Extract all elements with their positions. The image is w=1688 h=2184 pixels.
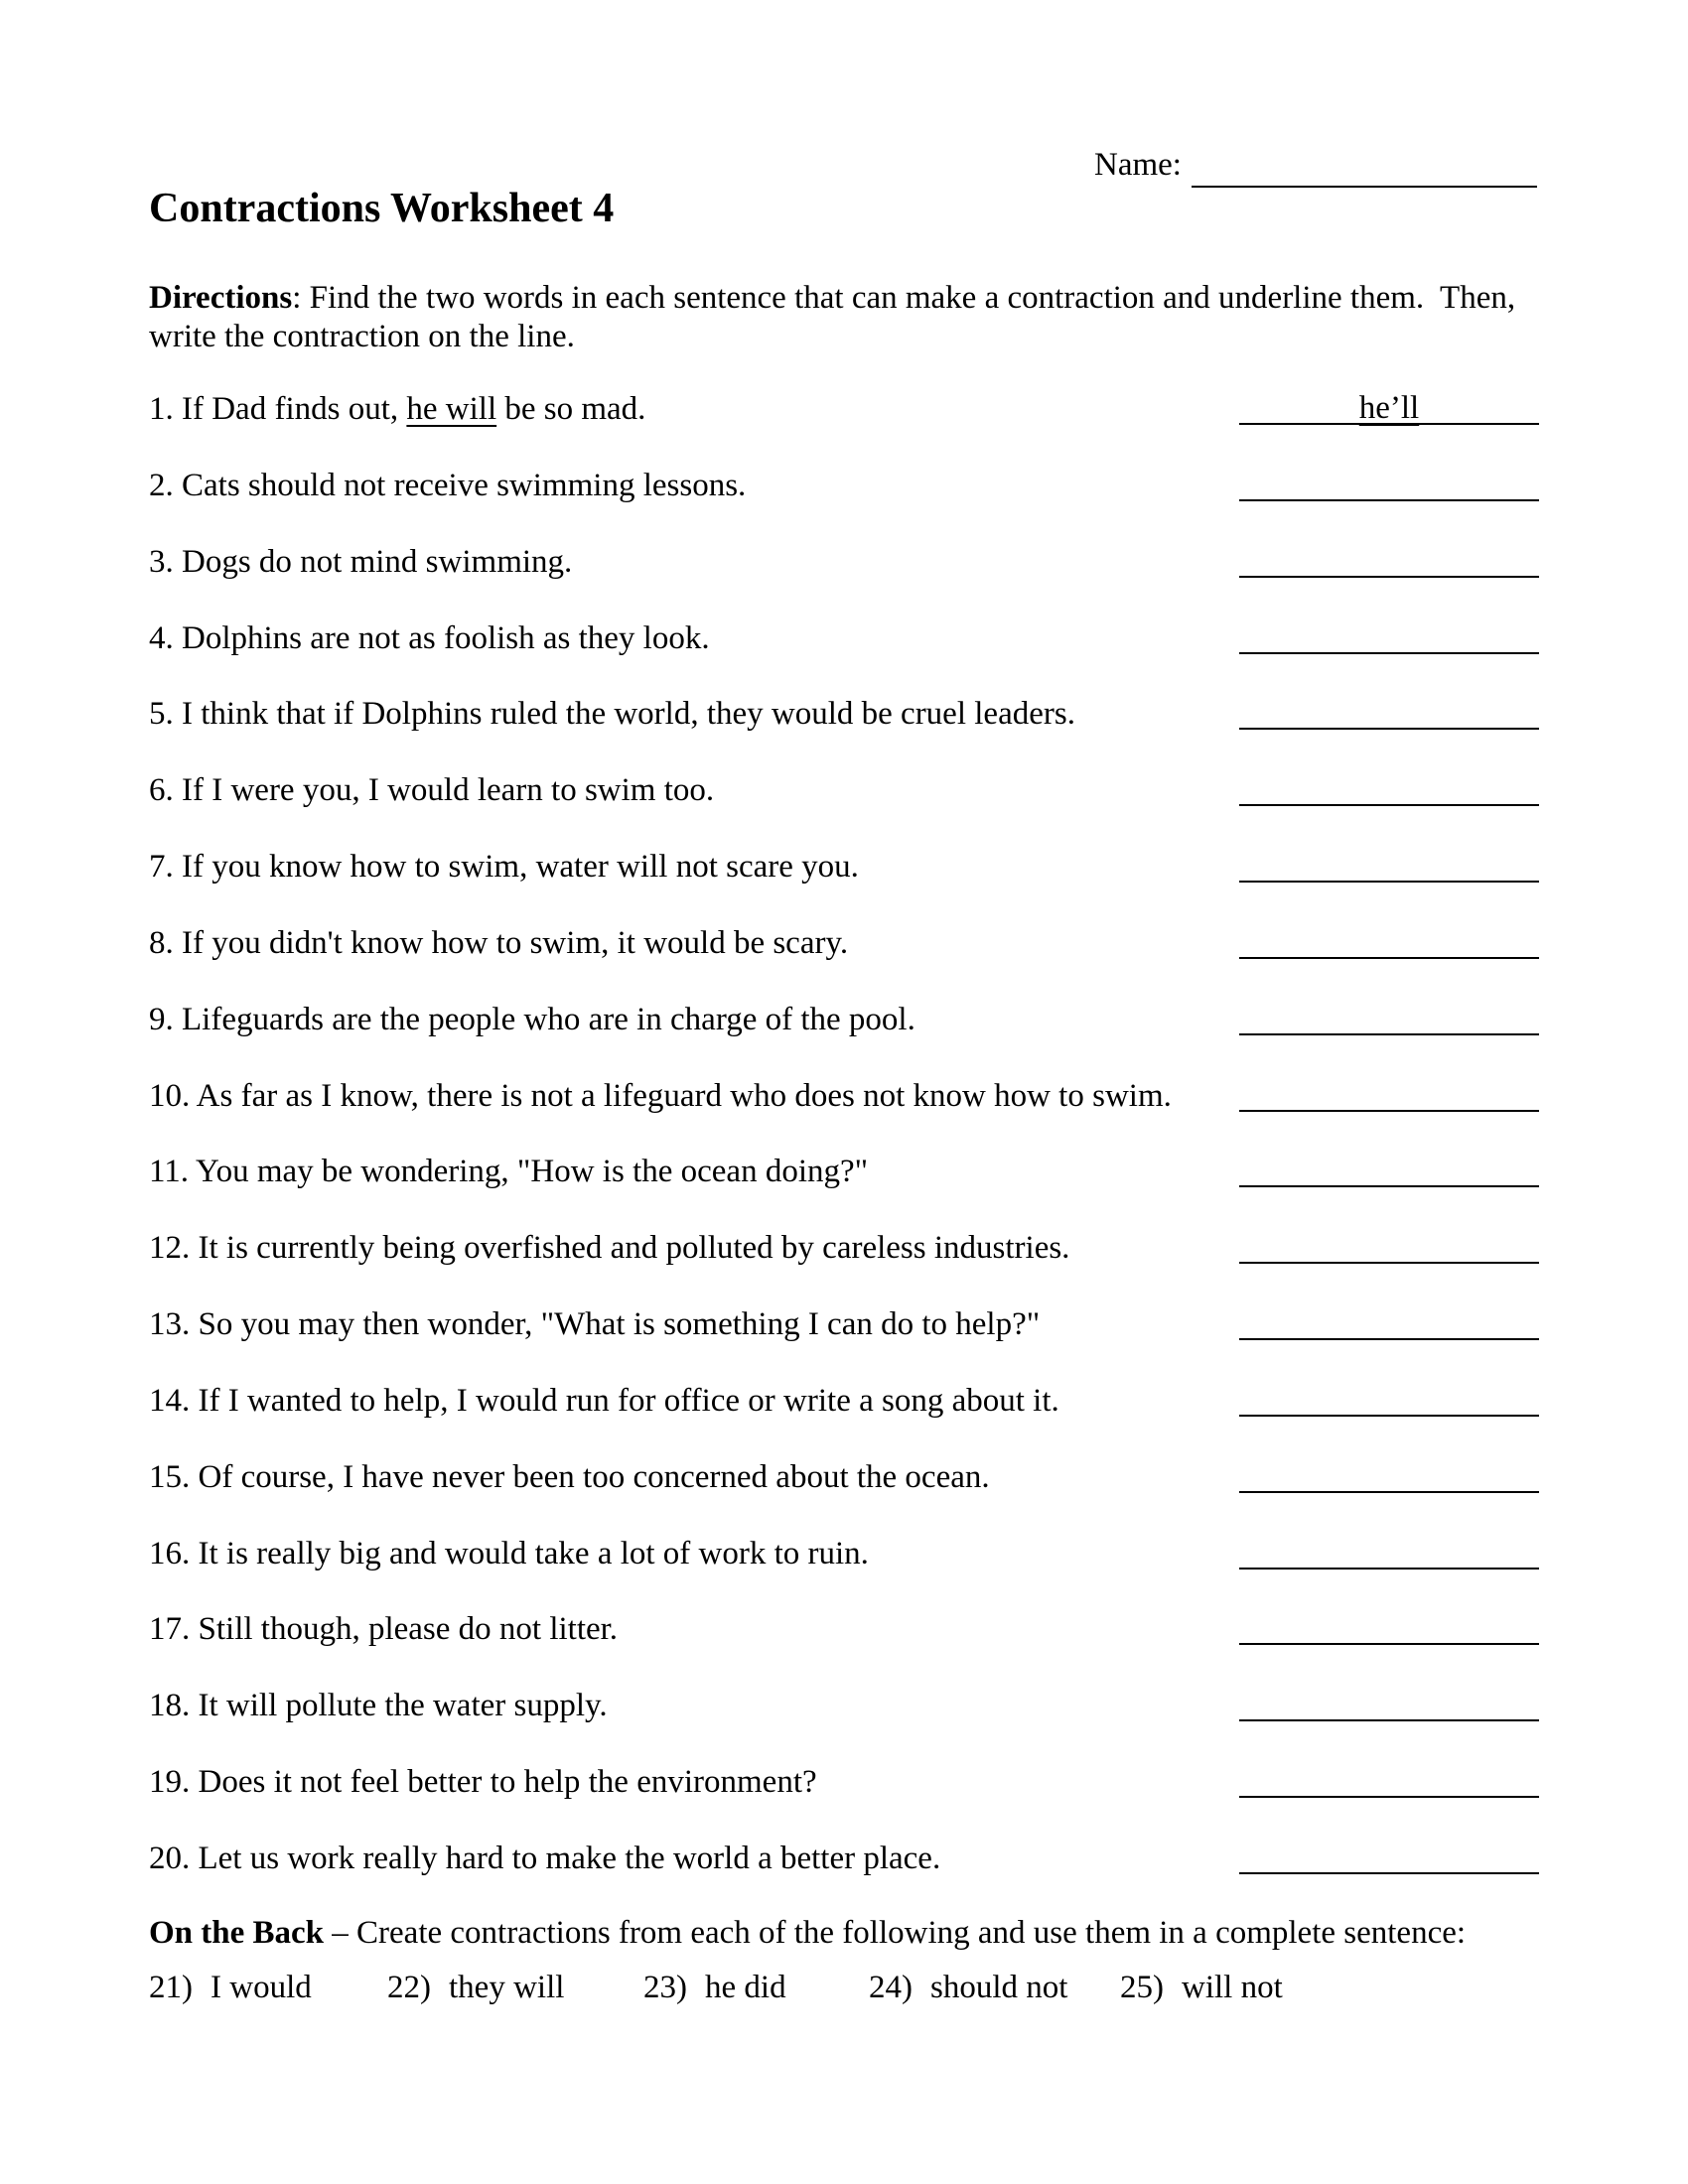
back-item-text: should not (930, 1970, 1068, 2005)
question-sentence-18: 18. It will pollute the water supply. (149, 1688, 608, 1723)
on-the-back-label: On the Back (149, 1915, 325, 1951)
question-sentence-14: 14. If I wanted to help, I would run for office or write a song about it. (149, 1383, 1059, 1419)
answer-blank-9[interactable] (1239, 1004, 1539, 1035)
back-item-24 (869, 1969, 1067, 2007)
question-row-1 (149, 390, 1539, 432)
underlined-words: he will (406, 391, 497, 427)
question-sentence-6: 6. If I were you, I would learn to swim too. (149, 772, 715, 808)
question-row-10 (149, 1077, 1539, 1119)
question-sentence-3: 3. Dogs do not mind swimming. (149, 544, 573, 580)
question-row-18 (149, 1687, 1539, 1728)
question-row-6 (149, 771, 1539, 813)
back-item-number: 21) (149, 1970, 193, 2005)
question-row-13 (149, 1305, 1539, 1347)
name-blank[interactable] (1192, 156, 1537, 188)
answer-blank-3[interactable] (1239, 546, 1539, 578)
back-item-text: will not (1182, 1970, 1283, 2005)
answer-blank-4[interactable] (1239, 622, 1539, 654)
question-sentence-5: 5. I think that if Dolphins ruled the world, they would be cruel leaders. (149, 696, 1075, 732)
answer-blank-1[interactable] (1239, 390, 1539, 426)
question-row-15 (149, 1458, 1539, 1500)
answer-blank-16[interactable] (1239, 1538, 1539, 1570)
question-sentence-4: 4. Dolphins are not as foolish as they look. (149, 620, 710, 656)
question-row-17 (149, 1610, 1539, 1652)
directions-label: Directions (149, 280, 293, 316)
answer-blank-2[interactable] (1239, 470, 1539, 501)
answer-blank-8[interactable] (1239, 927, 1539, 959)
sentence-pre: 1. If Dad finds out, (149, 391, 407, 427)
answer-blank-15[interactable] (1239, 1461, 1539, 1493)
question-sentence-1 (149, 391, 645, 427)
question-sentence-19: 19. Does it not feel better to help the environment? (149, 1764, 817, 1800)
question-row-9 (149, 1001, 1539, 1042)
on-the-back-paragraph (149, 1914, 1579, 1953)
on-the-back-text: – Create contractions from each of the following and use them in a complete sentence: (324, 1915, 1467, 1951)
question-sentence-13: 13. So you may then wonder, "What is something I can do to help?" (149, 1306, 1041, 1342)
answer-blank-18[interactable] (1239, 1690, 1539, 1721)
back-item-number: 23) (643, 1970, 687, 2005)
question-row-7 (149, 848, 1539, 889)
answer-blank-17[interactable] (1239, 1613, 1539, 1645)
question-sentence-15: 15. Of course, I have never been too concerned about the ocean. (149, 1459, 990, 1495)
question-row-3 (149, 543, 1539, 585)
answer-blank-14[interactable] (1239, 1385, 1539, 1417)
back-item-23 (643, 1969, 786, 2007)
sentence-post: be so mad. (496, 391, 646, 427)
back-item-text: he did (705, 1970, 786, 2005)
answer-blank-11[interactable] (1239, 1156, 1539, 1187)
question-sentence-12: 12. It is currently being overfished and polluted by careless industries. (149, 1230, 1070, 1266)
question-row-19 (149, 1763, 1539, 1805)
question-sentence-17: 17. Still though, please do not litter. (149, 1611, 619, 1647)
back-item-22 (387, 1969, 564, 2007)
answer-text-1: he’ll (1358, 390, 1420, 426)
question-sentence-11: 11. You may be wondering, "How is the ocean doing?" (149, 1154, 869, 1189)
question-row-11 (149, 1153, 1539, 1194)
answer-blank-13[interactable] (1239, 1308, 1539, 1340)
question-sentence-20: 20. Let us work really hard to make the world a better place. (149, 1841, 941, 1876)
question-sentence-10: 10. As far as I know, there is not a lifeguard who does not know how to swim. (149, 1078, 1172, 1114)
back-item-25 (1120, 1969, 1283, 2007)
question-row-2 (149, 467, 1539, 508)
back-item-number: 22) (387, 1970, 431, 2005)
answer-blank-5[interactable] (1239, 698, 1539, 730)
question-row-8 (149, 924, 1539, 966)
back-item-text: I would (211, 1970, 312, 2005)
question-row-20 (149, 1840, 1539, 1881)
page-title: Contractions Worksheet 4 (149, 186, 615, 231)
back-items-row (149, 1969, 1559, 2013)
question-row-4 (149, 619, 1539, 661)
directions-text: : Find the two words in each sentence that can make a contraction and underline them. Then, write the contraction on the line. (149, 280, 1524, 354)
question-row-5 (149, 695, 1539, 737)
question-sentence-16: 16. It is really big and would take a lot of work to ruin. (149, 1536, 869, 1571)
answer-blank-12[interactable] (1239, 1232, 1539, 1264)
question-sentence-8: 8. If you didn't know how to swim, it would be scary. (149, 925, 849, 961)
question-sentence-2: 2. Cats should not receive swimming lessons. (149, 468, 747, 503)
back-item-number: 24) (869, 1970, 913, 2005)
answer-blank-19[interactable] (1239, 1766, 1539, 1798)
back-item-21 (149, 1969, 312, 2007)
question-row-14 (149, 1382, 1539, 1424)
name-label: Name: (1094, 147, 1182, 183)
question-sentence-9: 9. Lifeguards are the people who are in charge of the pool. (149, 1002, 915, 1037)
question-row-12 (149, 1229, 1539, 1271)
directions-paragraph (149, 279, 1579, 356)
question-row-16 (149, 1535, 1539, 1576)
back-item-number: 25) (1120, 1970, 1164, 2005)
answer-blank-6[interactable] (1239, 774, 1539, 806)
question-sentence-7: 7. If you know how to swim, water will not scare you. (149, 849, 859, 885)
answer-blank-20[interactable] (1239, 1843, 1539, 1874)
answer-blank-7[interactable] (1239, 851, 1539, 883)
back-item-text: they will (449, 1970, 565, 2005)
answer-blank-10[interactable] (1239, 1080, 1539, 1112)
